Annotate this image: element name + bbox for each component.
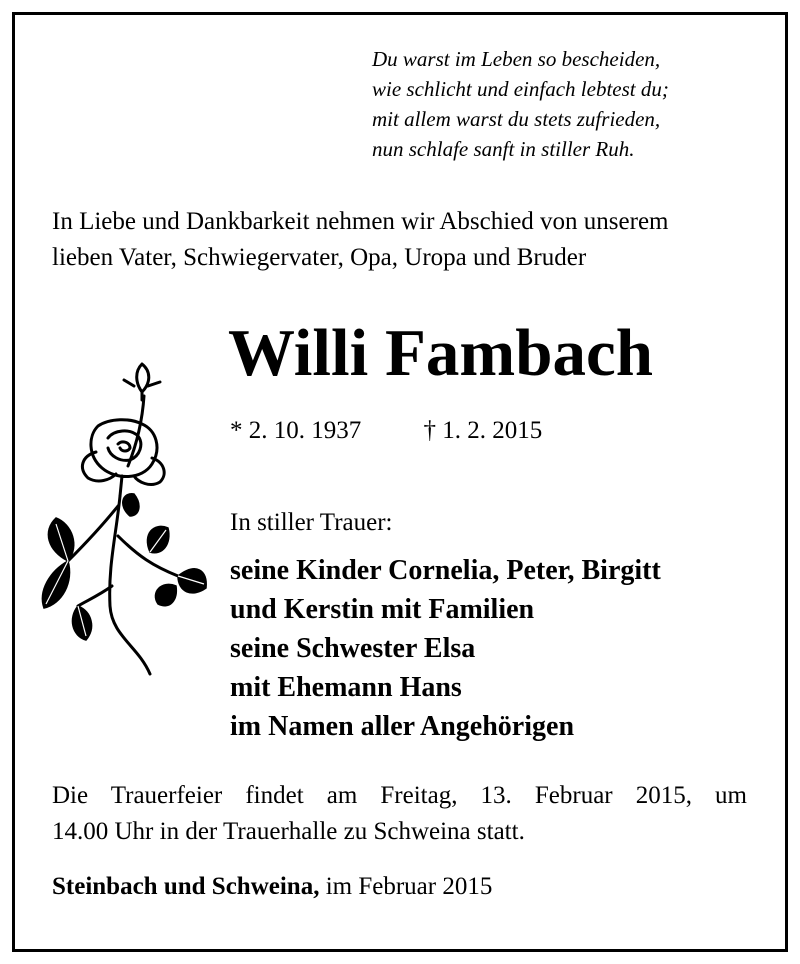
death-date: † 1. 2. 2015 <box>423 417 543 444</box>
funeral-line: 14.00 Uhr in der Trauerhalle zu Schweina statt. <box>52 818 525 845</box>
life-dates <box>230 414 542 448</box>
intro-line: In Liebe und Dankbarkeit nehmen wir Abschied von unserem <box>52 208 669 235</box>
mourner-line: seine Kinder Cornelia, Peter, Birgitt <box>230 555 661 586</box>
mourners-list <box>230 551 661 746</box>
rose-icon <box>38 356 208 678</box>
poem-line: wie schlicht und einfach lebtest du; <box>372 77 669 101</box>
birth-date: * 2. 10. 1937 <box>230 417 362 444</box>
funeral-line: Die Trauerfeier findet am Freitag, 13. Februar 2015, um <box>52 782 747 809</box>
poem-line: Du warst im Leben so bescheiden, <box>372 47 661 71</box>
place-date <box>52 870 492 904</box>
mourning-label: In stiller Trauer: <box>230 509 393 536</box>
intro-line: lieben Vater, Schwiegervater, Opa, Uropa und Bruder <box>52 244 587 271</box>
closing-date: im Februar 2015 <box>319 873 493 900</box>
place-name: Steinbach und Schweina, <box>52 873 320 900</box>
poem-line: mit allem warst du stets zufrieden, <box>372 107 661 131</box>
deceased-name: Willi Fambach <box>228 316 653 390</box>
mourner-line: im Namen aller Angehörigen <box>230 711 575 742</box>
funeral-notice <box>52 778 747 850</box>
mourner-line: seine Schwester Elsa <box>230 633 476 664</box>
mourner-line: und Kerstin mit Familien <box>230 594 535 625</box>
poem <box>372 44 772 164</box>
intro-text <box>52 204 762 276</box>
poem-line: nun schlafe sanft in stiller Ruh. <box>372 137 635 161</box>
mourner-line: mit Ehemann Hans <box>230 672 462 703</box>
